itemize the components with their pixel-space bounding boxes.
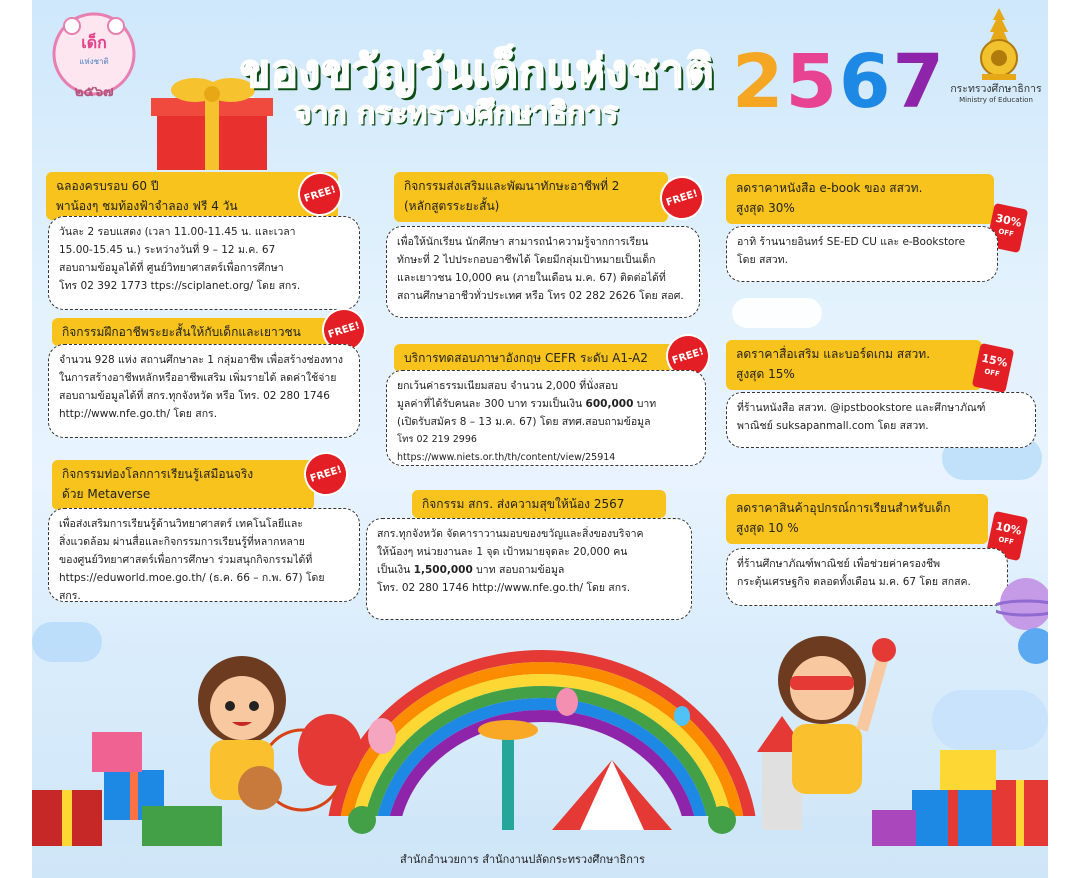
card-text: บาท [633,398,657,410]
card-text: บาท สอบถามข้อมูล [472,564,565,576]
card-text: ยกเว้นค่าธรรมเนียมสอบ จำนวน 2,000 ที่นั่งสอบ [397,380,618,392]
ministry-emblem-icon [974,6,1024,82]
card-text: มูลค่าที่ได้รับคนละ 300 บาท รวมเป็นเงิน [397,398,586,410]
year-label [732,39,946,125]
card-text: สอบถามข้อมูลได้ที่ สกร.ทุกจังหวัด หรือ โทร. 02 280 1746 [59,390,330,402]
card-title-second-skill [394,172,668,222]
year-digit: 2 [732,39,786,125]
card-text: โทร 02 219 2996 https://www.niets.or.th/th/content/view/25914 [397,434,616,463]
card-title-line: กิจกรรมส่งเสริมและพัฒนาทักษะอาชีพที่ 2 [404,179,620,193]
card-text: 15.00-15.45 น.) ระหว่างวันที่ 9 – 12 ม.ค. 67 [59,244,276,256]
card-text: ในการสร้างอาชีพหลักหรืออาชีพเสริม เพิ่มรายได้ ลดค่าใช้จ่าย [59,372,337,384]
card-title-line: ลดราคาหนังสือ e-book ของ สสวท. [736,181,923,195]
card-body-short-course [48,344,360,438]
card-text: พาณิชย์ suksapanmall.com โดย สสวท. [737,420,929,432]
card-text: และเยาวชน 10,000 คน (ภายในเดือน ม.ค. 67) ติดต่อได้ที่ [397,272,666,284]
card-text: อาทิ ร้านนายอินทร์ SE-ED CU และ e-Bookstore [737,236,966,248]
card-text: https://eduworld.moe.go.th/ (ธ.ค. 66 – ก.พ. 67) โดย สกร. [59,572,325,602]
card-text: ที่ร้านศึกษาภัณฑ์พาณิชย์ เพื่อช่วยค่าครองชีพ [737,558,941,570]
card-title-supplies [726,494,988,544]
card-text: สิ่งแวดล้อม ผ่านสื่อและกิจกรรมการเรียนรู้ที่หลากหลาย [59,536,305,548]
card-body-planetarium [48,216,360,310]
card-text: โดย สสวท. [737,254,788,266]
year-digit: 5 [785,39,839,125]
card-body-second-skill [386,226,700,318]
card-body-happiness [366,518,692,620]
ministry-name-en: Ministry of Education [959,96,1033,104]
card-title-line: สูงสุด 10 % [736,521,799,535]
free-badge: FREE! [660,328,715,383]
svg-text:เด็ก: เด็ก [81,33,107,52]
card-title-line: ลดราคาสื่อเสริม และบอร์ดเกม สสวท. [736,347,931,361]
ministry-name: กระทรวงศึกษาธิการ [950,83,1042,95]
card-text: สถานศึกษาอาชีวทั่วประเทศ หรือ โทร 02 282 2626 โดย สอศ. [397,290,684,302]
card-text: ให้น้องๆ หน่วยงานละ 1 จุด เป้าหมายจุดละ 20,000 คน [377,546,628,558]
amount-text: 600,000 [585,398,634,410]
poster [32,0,1048,878]
amount-text: 1,500,000 [413,564,473,576]
discount-value: 10% [994,519,1023,538]
card-title-media [726,340,982,390]
card-body-cefr [386,370,706,466]
card-text: เพื่อส่งเสริมการเรียนรู้ด้านวิทยาศาสตร์ เทคโนโลยีและ [59,518,303,530]
card-text: เป็นเงิน [377,564,414,576]
carnival-scene-illustration [32,620,1048,846]
card-text: สอบถามข้อมูลได้ที่ ศูนย์วิทยาศาสตร์เพื่อการศึกษา [59,262,284,274]
free-badge: FREE! [654,170,709,225]
card-title-short-course: กิจกรรมฝึกอาชีพระยะสั้นให้กับเด็กและเยาวชน [52,318,352,346]
card-body-media [726,392,1036,448]
off-label: OFF [997,227,1015,239]
year-digit: 6 [839,39,893,125]
card-title-metaverse [52,460,314,510]
card-text: (เปิดรับสมัคร 8 – 13 ม.ค. 67) โดย สทศ.สอบถามข้อมูล [397,416,651,428]
card-text: ที่ร้านหนังสือ สสวท. @ipstbookstore และศึกษาภัณฑ์ [737,402,986,414]
year-digit: 7 [892,39,946,125]
card-text: กระตุ้นเศรษฐกิจ ตลอดทั้งเดือน ม.ค. 67 โดย สกสค. [737,576,971,588]
card-text: โทร 02 392 1773 ttps://sciplanet.org/ โดย สกร. [59,280,301,292]
page-title: ของขวัญวันเด็กแห่งชาติ [240,46,715,97]
card-title-cefr: บริการทดสอบภาษาอังกฤษ CEFR ระดับ A1-A2 [394,344,676,372]
card-title-line: สูงสุด 30% [736,201,795,215]
childrens-day-logo [42,6,142,106]
free-badge: FREE! [292,166,347,221]
off-label: OFF [997,535,1015,547]
card-text: ทักษะที่ 2 ไปประกอบอาชีพได้ โดยมีกลุ่มเป้าหมายเป็นเด็ก [397,254,656,266]
card-title-line: ลดราคาสินค้าอุปกรณ์การเรียนสำหรับเด็ก [736,501,951,515]
cloud [732,298,822,328]
card-title-line: กิจกรรมท่องโลกการเรียนรู้เสมือนจริง [62,467,254,481]
discount-tag-15 [972,343,1014,393]
svg-text:แห่งชาติ: แห่งชาติ [79,57,109,66]
off-label: OFF [983,367,1001,379]
card-title-line: พาน้องๆ ชมท้องฟ้าจำลอง ฟรี 4 วัน [56,199,238,213]
discount-value: 30% [994,211,1023,230]
card-title-line: ฉลองครบรอบ 60 ปี [56,179,159,193]
card-title-happiness: กิจกรรม สกร. ส่งความสุขให้น้อง 2567 [412,490,666,518]
card-title-planetarium [46,172,338,220]
footer-credit: สำนักอำนวยการ สำนักงานปลัดกระทรวงศึกษาธิการ [400,853,645,866]
page-subtitle: จาก กระทรวงศึกษาธิการ [294,96,619,131]
card-title-line: ด้วย Metaverse [62,487,151,501]
card-text [377,561,681,579]
card-title-line: (หลักสูตรระยะสั้น) [404,199,500,213]
card-text: สกร.ทุกจังหวัด จัดคาราวานมอบของขวัญและสิ่งของบริจาค [377,528,644,540]
svg-text:๒๕๖๗: ๒๕๖๗ [74,84,114,100]
free-badge: FREE! [316,302,371,357]
card-body-supplies [726,548,1008,606]
card-body-ebook [726,226,998,282]
card-text: เพื่อให้นักเรียน นักศึกษา สามารถนำความรู้จากการเรียน [397,236,649,248]
card-text: วันละ 2 รอบแสดง (เวลา 11.00-11.45 น. และเวลา [59,226,296,238]
free-badge: FREE! [298,446,353,501]
card-text: http://www.nfe.go.th/ โดย สกร. [59,408,218,420]
card-title-ebook [726,174,994,224]
card-text: ของศูนย์วิทยาศาสตร์เพื่อการศึกษา ร่วมสนุกกิจกรรมได้ที่ [59,554,313,566]
card-title-line: สูงสุด 15% [736,367,795,381]
card-body-metaverse [48,508,360,602]
discount-value: 15% [980,351,1009,370]
card-text: โทร. 02 280 1746 http://www.nfe.go.th/ โดย สกร. [377,582,631,594]
card-text [397,395,695,413]
card-text: จำนวน 928 แห่ง สถานศึกษาละ 1 กลุ่มอาชีพ เพื่อสร้างช่องทาง [59,354,343,366]
